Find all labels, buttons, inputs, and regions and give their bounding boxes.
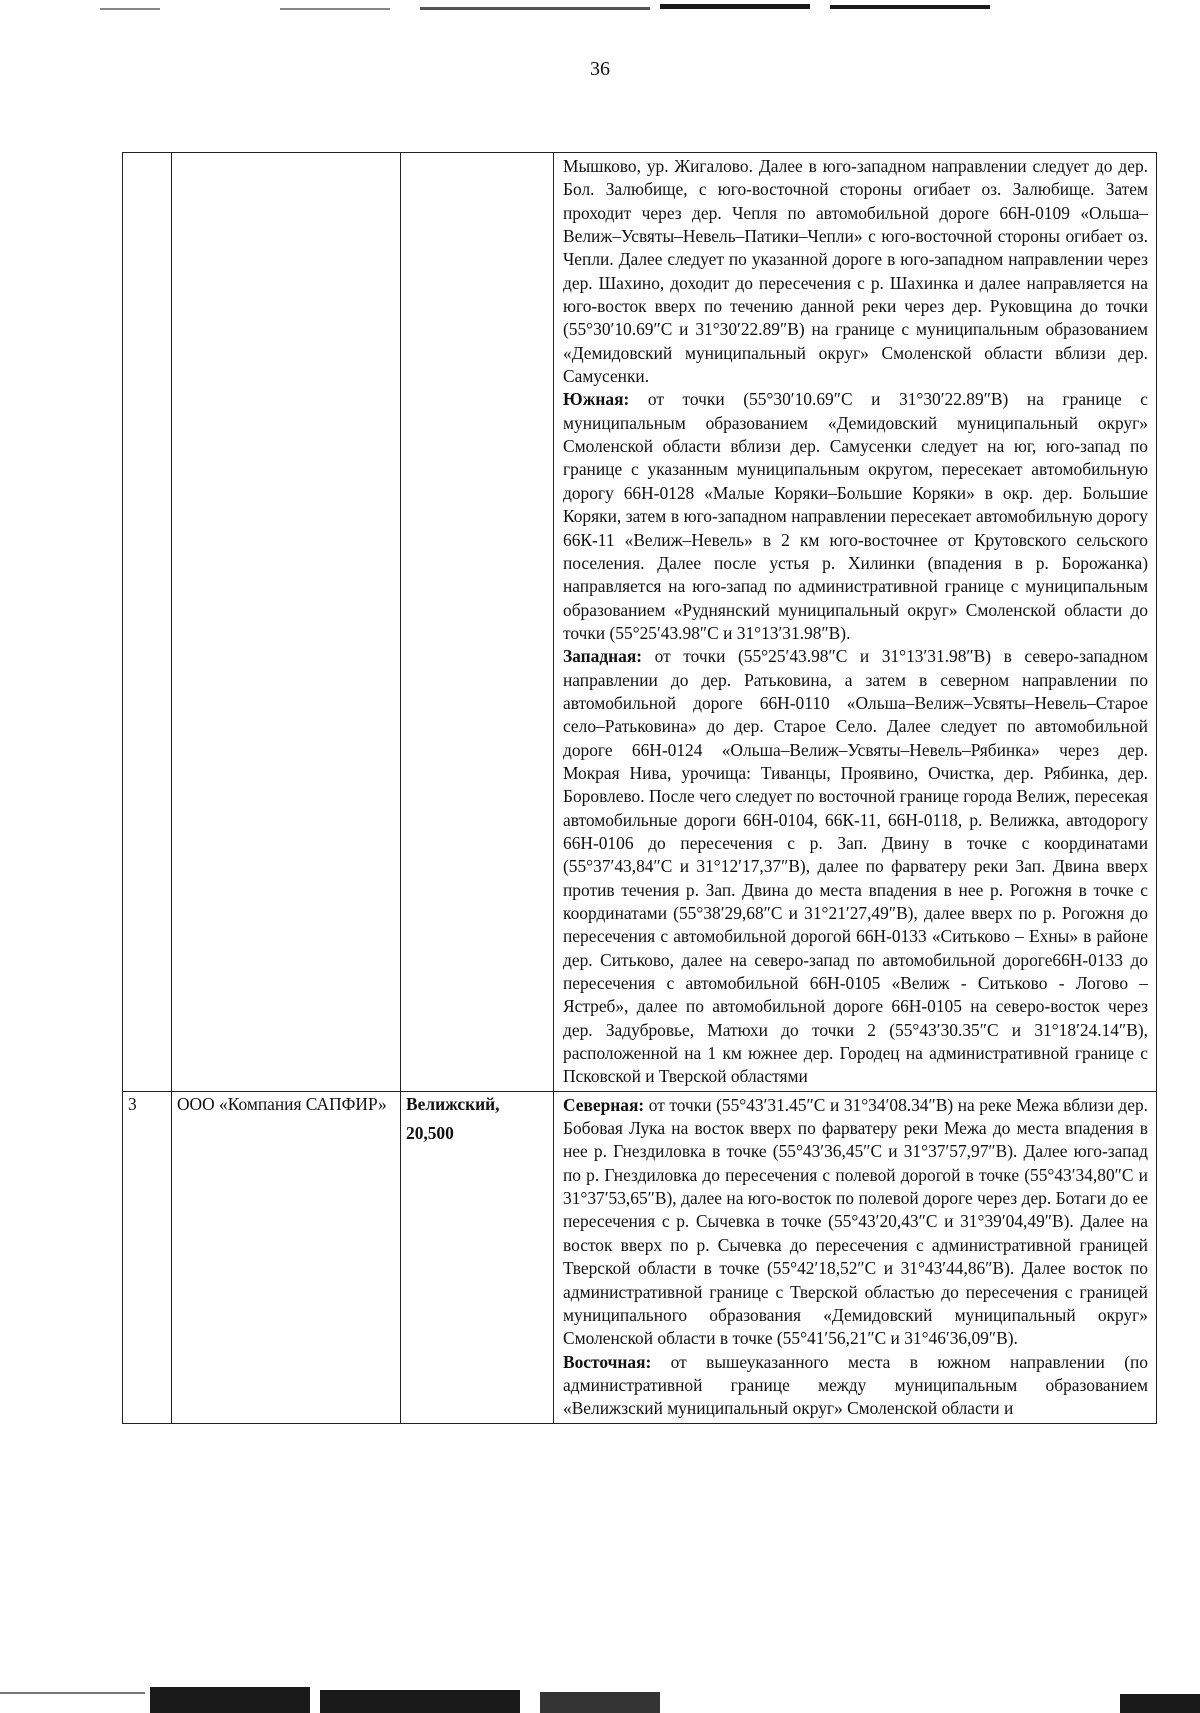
boundary-paragraph [563, 645, 1148, 1089]
scan-artifact-bottom [1120, 1694, 1200, 1713]
paragraph-text: от точки (55°25′43.98″С и 31°13′31.98″В) в северо-западном направлении до дер. Ратьковина, а затем в северном направлении по автомобильной дороге 66Н-0110 «Ольша–Велиж–Усвяты–Невель–Старое село–Ратьковина» до дер. Старое Село. Далее следует по автомобильной дороге 66Н-0124 «Ольша–Велиж–Усвяты–Невель–Рябинка» через дер. Мокрая Нива, урочища: Тиванцы, Проявино, Очистка, дер. Рябинка, дер. Боровлево. После чего следует по восточной границе города Велиж, пересекая автомобильные дороги 66Н-0104, 66К-11, 66Н-0118, р. Велижка, автодорогу 66Н-0106 до пересечения с р. Зап. Двину в точке с координатами (55°37′43,84″С и 31°12′17,37″В), далее по фарватеру реки Зап. Двина вверх против течения р. Зап. Двина до места впадения в нее р. Рогожня в точке с координатами (55°38′29,68″С и 31°21′27,49″В), далее вверх по р. Рогожня до пересечения с автомобильной дорогой 66Н-0133 «Ситьково – Ехны» в районе дер. Ситьково, далее на северо-запад по автомобильной дороге66Н-0133 до пересечения с автомобильной 66Н-0105 «Велиж - Ситьково - Логово – Ястреб», далее по автомобильной дороге 66Н-0105 на северо-восток через дер. Задубровье, Матюхи до точки 2 (55°43′30.35″С и 31°18′24.14″В), расположенной на 1 км южнее дер. Городец на административной границе с Псковской и Тверской областями [563, 646, 1148, 1087]
scan-artifact-bottom [540, 1692, 660, 1713]
scan-artifact-bottom [320, 1690, 520, 1713]
cell-number [123, 153, 172, 1092]
paragraph-text: Мышково, ур. Жигалово. Далее в юго-западном направлении следует до дер. Бол. Залюбище, с юго-восточной стороны огибает оз. Залюбище. Затем проходит через дер. Чепля по автомобильной дороге 66Н-0109 «Ольша–Велиж–Усвяты–Невель–Патики–Чепли» с юго-восточной стороны огибает оз. Чепли. Далее следует по указанной дороге в юго-западном направлении через дер. Шахино, доходит до пересечения с р. Шахинка и далее направляется на юго-восток вверх по течению данной реки через дер. Руковщина до точки (55°30′10.69″С и 31°30′22.89″В) на границе с муниципальным образованием «Демидовский муниципальный округ» Смоленской области вблизи дер. Самусенки. [563, 156, 1148, 387]
paragraph-text: от точки (55°43′31.45″С и 31°34′08.34″В) на реке Межа вблизи дер. Бобовая Лука на восток вверх по фарватеру реки Межа до места впадения в нее р. Гнездиловка в точке (55°43′36,45″С и 31°37′57,97″В). Далее юго-запад по р. Гнездиловка до пересечения с полевой дорогой в точке (55°43′34,80″С и 31°37′53,65″В), далее на юго-восток по полевой дороге через дер. Ботаги до ее пересечения с р. Сычевка в точке (55°43′20,43″С и 31°39′04,49″В). Далее на восток вверх по р. Сычевка до пересечения с административной границей Тверской области в точке (55°42′18,52″С и 31°43′44,86″В). Далее восток по административной границе с Тверской областью до пересечения с границей муниципального образования «Демидовский муниципальный округ» Смоленской области в точке (55°41′56,21″С и 31°46′36,09″В). [563, 1094, 1148, 1349]
boundary-table [122, 152, 1157, 1424]
direction-heading: Западная: [563, 646, 643, 667]
table-row [123, 153, 1157, 1092]
scan-artifact-top [420, 7, 650, 10]
paragraph-text: от вышеуказанного места в южном направлении (по административной границе между муниципальным образованием «Велижзский муниципальный округ» Смоленской области и [563, 1351, 1148, 1419]
district-capacity [401, 1091, 554, 1423]
table-row [123, 1091, 1157, 1423]
scan-artifact-bottom [150, 1687, 310, 1713]
boundary-paragraph [563, 1094, 1148, 1351]
row-number: 3 [123, 1091, 172, 1423]
paragraph-text: от точки (55°30′10.69″С и 31°30′22.89″В) на границе с муниципальным образованием «Демидовский муниципальный округ» Смоленской области вблизи дер. Самусенки следует на юг, юго-запад по границе с указанным муниципальным округом, пересекает автомобильную дорогу 66Н-0128 «Малые Коряки–Большие Коряки» в окр. дер. Большие Коряки, затем в юго-западном направлении пересекает автомобильную дорогу 66К-11 «Велиж–Невель» в 2 км юго-восточнее от Крутовского сельского поселения. Далее после устья р. Хилинки (впадения в р. Борожанка) направляется на юго-запад по административной границе с муниципальным образованием «Руднянский муниципальный округ» Смоленской области до точки (55°25′43.98″С и 31°13′31.98″В). [563, 389, 1148, 643]
boundary-paragraph [563, 388, 1148, 645]
scan-artifact-top [280, 8, 390, 10]
cell-district [401, 153, 554, 1092]
scan-artifact-top [100, 8, 160, 10]
boundary-paragraph [563, 155, 1148, 388]
direction-heading: Восточная: [563, 1351, 652, 1372]
cell-boundary-description [554, 153, 1157, 1092]
capacity-value: 20,500 [406, 1123, 454, 1144]
cell-company [172, 153, 401, 1092]
boundary-paragraph [563, 1351, 1148, 1421]
page-number: 36 [590, 58, 610, 80]
direction-heading: Северная: [563, 1094, 645, 1115]
scan-artifact-bottom [0, 1692, 145, 1694]
direction-heading: Южная: [563, 389, 630, 410]
cell-boundary-description [554, 1091, 1157, 1423]
district-name: Велижский, [406, 1093, 500, 1114]
company-name: ООО «Компания САПФИР» [172, 1091, 401, 1423]
scan-artifact-top [660, 4, 810, 9]
scan-artifact-top [830, 5, 990, 9]
